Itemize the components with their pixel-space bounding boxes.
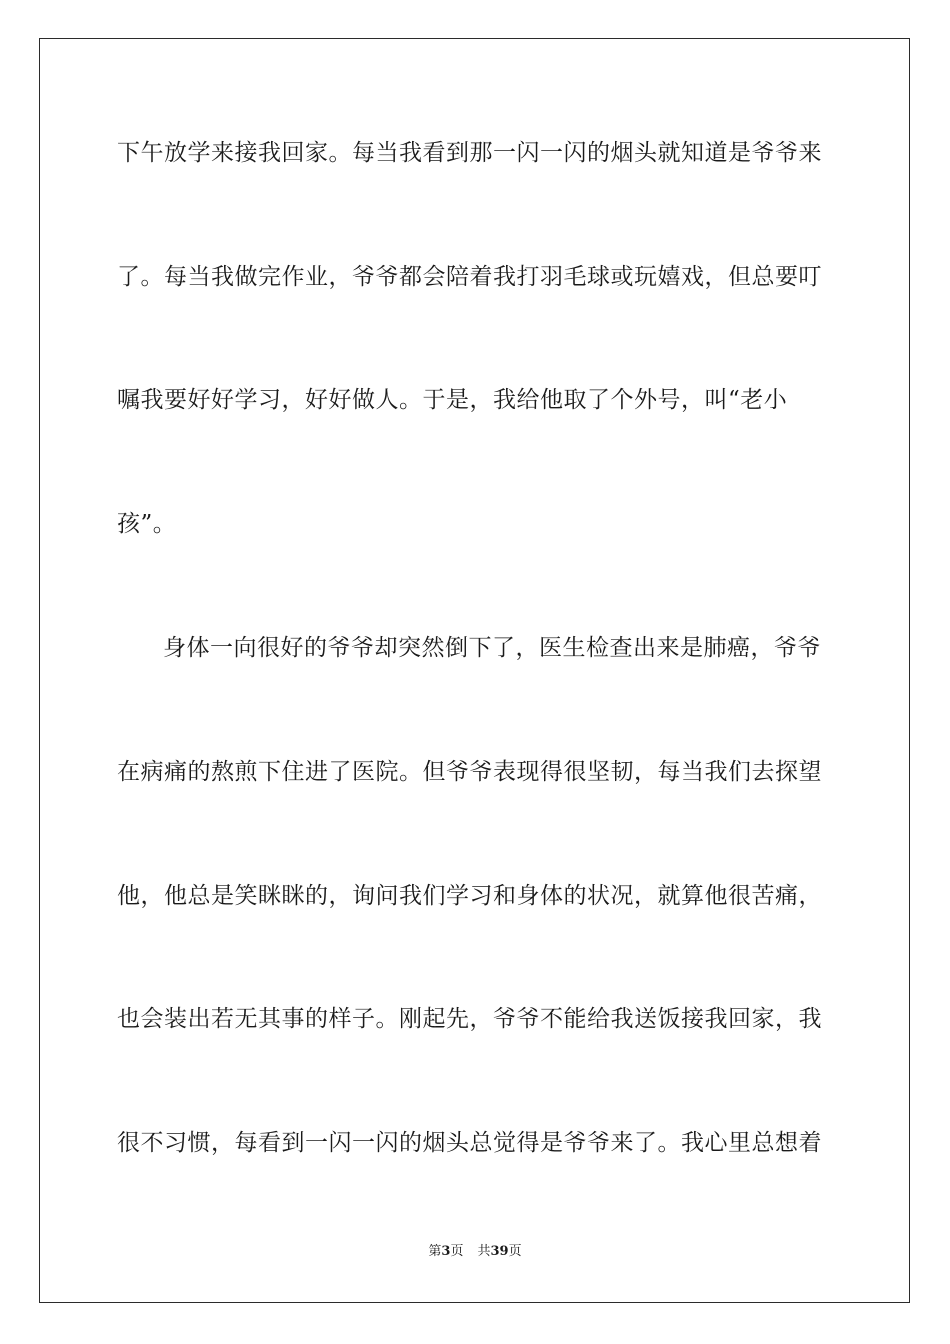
paragraph-line-6: 在病痛的熬煎下住进了医院。但爷爷表现得很坚韧，每当我们去探望 (117, 759, 822, 785)
paragraph-line-2: 了。每当我做完作业，爷爷都会陪着我打羽毛球或玩嬉戏，但总要叮 (117, 264, 822, 290)
page-number: 3 (441, 1244, 451, 1259)
paragraph-line-1: 下午放学来接我回家。每当我看到那一闪一闪的烟头就知道是爷爷来 (117, 140, 822, 166)
total-pages: 39 (490, 1244, 509, 1259)
paragraph-line-4: 孩”。 (117, 511, 177, 537)
paragraph-line-7: 他，他总是笑眯眯的，询问我们学习和身体的状况，就算他很苦痛， (117, 883, 822, 909)
page-border (39, 38, 910, 1303)
page-footer (0, 1243, 950, 1261)
total-suffix: 页 (508, 1244, 522, 1259)
paragraph-line-9: 很不习惯，每看到一闪一闪的烟头总觉得是爷爷来了。我心里总想着 (117, 1130, 822, 1156)
page-prefix: 第 (428, 1244, 442, 1259)
total-prefix: 共 (477, 1244, 491, 1259)
paragraph-line-3: 嘱我要好好学习，好好做人。于是，我给他取了个外号，叫“老小 (117, 387, 788, 413)
paragraph-line-5: 身体一向很好的爷爷却突然倒下了，医生检查出来是肺癌，爷爷 (163, 635, 821, 661)
paragraph-line-8: 也会装出若无其事的样子。刚起先，爷爷不能给我送饭接我回家，我 (117, 1006, 822, 1032)
page-suffix: 页 (450, 1244, 464, 1259)
